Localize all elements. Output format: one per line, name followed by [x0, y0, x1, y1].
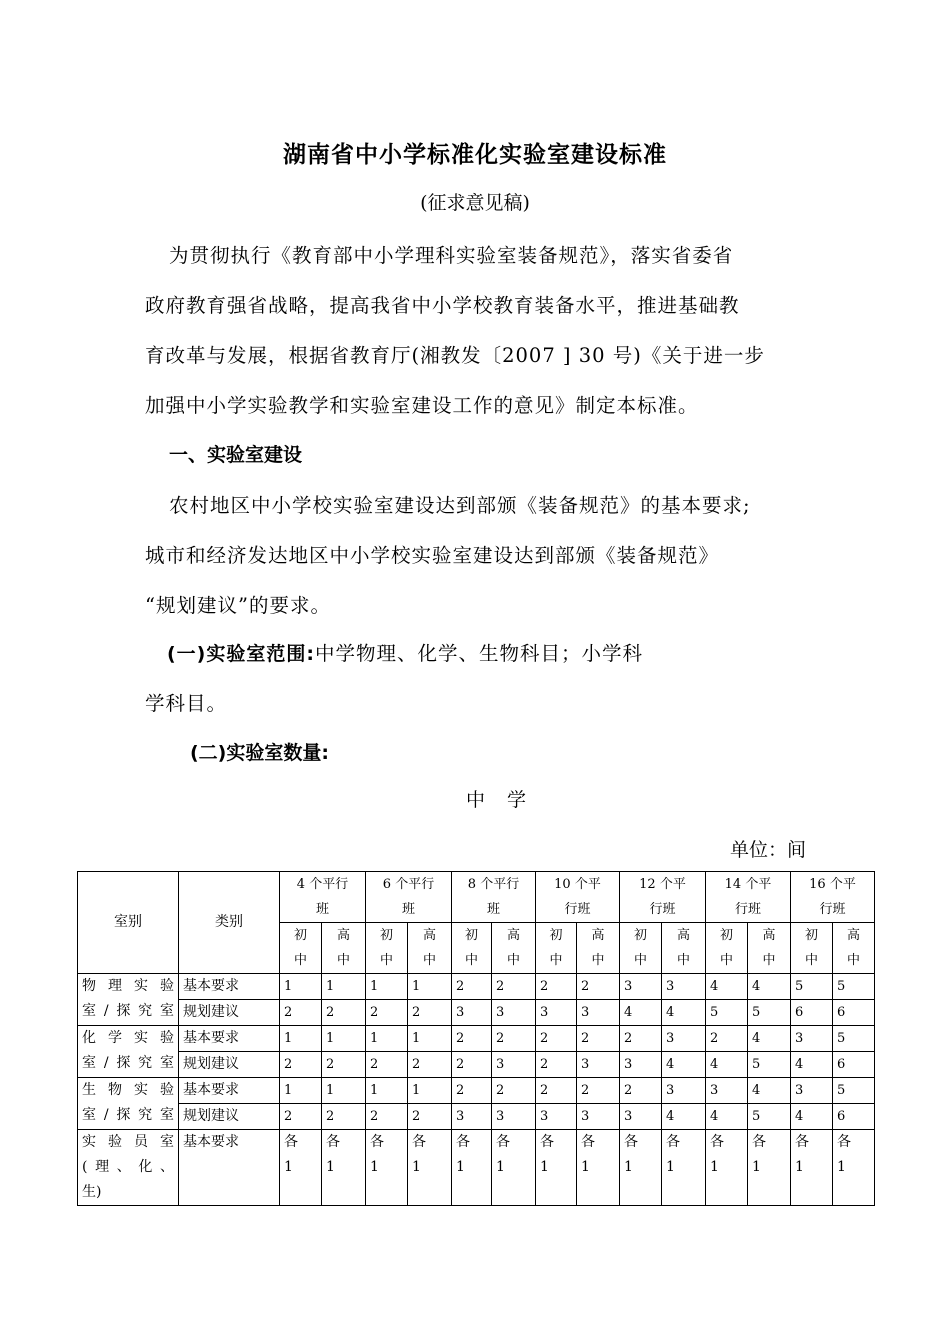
value-cell: 2: [366, 1104, 408, 1130]
value-cell: 2: [408, 1052, 452, 1078]
scope-paragraph: [167, 638, 643, 666]
value-cell: 2: [577, 974, 620, 1000]
value-cell: 5: [833, 1078, 875, 1104]
table-row: [78, 1026, 875, 1052]
page-subtitle: (征求意见稿): [420, 192, 530, 214]
value-cell: 3: [662, 974, 706, 1000]
value-cell: 4: [791, 1052, 833, 1078]
value-cell: 3: [662, 1078, 706, 1104]
header-group: 6 个平行 班: [366, 872, 452, 923]
quantity-label: (二)实验室数量:: [190, 742, 329, 764]
value-cell: 1: [408, 974, 452, 1000]
value-cell: 4: [748, 1026, 791, 1052]
value-cell: 各 1: [833, 1130, 875, 1206]
value-cell: 2: [492, 1078, 536, 1104]
value-cell: 1: [280, 1078, 322, 1104]
value-cell: 2: [408, 1104, 452, 1130]
value-cell: 各 1: [322, 1130, 366, 1206]
value-cell: 2: [577, 1078, 620, 1104]
header-group: 14 个平 行班: [706, 872, 791, 923]
room-name: 化学实验 室/探究室: [78, 1026, 179, 1078]
value-cell: 2: [280, 1052, 322, 1078]
subheader-junior: 初 中: [280, 923, 322, 974]
subheader-junior: 初 中: [452, 923, 492, 974]
header-category: 类别: [179, 872, 280, 974]
value-cell: 2: [536, 1052, 577, 1078]
value-cell: 2: [706, 1026, 748, 1052]
header-group: 10 个平 行班: [536, 872, 620, 923]
subheader-senior: 高 中: [322, 923, 366, 974]
value-cell: 1: [280, 974, 322, 1000]
value-cell: 1: [322, 1026, 366, 1052]
value-cell: 6: [833, 1000, 875, 1026]
value-cell: 1: [408, 1078, 452, 1104]
value-cell: 4: [791, 1104, 833, 1130]
value-cell: 1: [408, 1026, 452, 1052]
section-line-3: “规划建议”的要求。: [145, 594, 331, 617]
scope-continuation: 学科目。: [145, 692, 228, 715]
header-group: 4 个平行 班: [280, 872, 366, 923]
value-cell: 3: [452, 1000, 492, 1026]
value-cell: 1: [366, 1078, 408, 1104]
value-cell: 2: [577, 1026, 620, 1052]
value-cell: 3: [791, 1078, 833, 1104]
value-cell: 3: [620, 1052, 662, 1078]
subheader-senior: 高 中: [662, 923, 706, 974]
category-cell: 基本要求: [179, 1078, 280, 1104]
value-cell: 各 1: [706, 1130, 748, 1206]
value-cell: 2: [620, 1078, 662, 1104]
value-cell: 2: [408, 1000, 452, 1026]
room-name: 物理实验 室/探究室: [78, 974, 179, 1026]
subheader-senior: 高 中: [408, 923, 452, 974]
subheader-senior: 高 中: [492, 923, 536, 974]
value-cell: 2: [366, 1000, 408, 1026]
value-cell: 2: [536, 1078, 577, 1104]
subheader-senior: 高 中: [748, 923, 791, 974]
value-cell: 4: [748, 974, 791, 1000]
value-cell: 2: [536, 974, 577, 1000]
value-cell: 1: [366, 974, 408, 1000]
category-cell: 规划建议: [179, 1052, 280, 1078]
value-cell: 5: [748, 1000, 791, 1026]
value-cell: 各 1: [748, 1130, 791, 1206]
value-cell: 5: [833, 1026, 875, 1052]
value-cell: 各 1: [662, 1130, 706, 1206]
value-cell: 2: [620, 1026, 662, 1052]
value-cell: 各 1: [280, 1130, 322, 1206]
value-cell: 5: [748, 1104, 791, 1130]
value-cell: 3: [536, 1000, 577, 1026]
subheader-senior: 高 中: [833, 923, 875, 974]
value-cell: 各 1: [791, 1130, 833, 1206]
header-group: 12 个平 行班: [620, 872, 706, 923]
room-name: 实验员室 (理、化、 生): [78, 1130, 179, 1206]
table-title: 中 学: [465, 789, 535, 811]
value-cell: 6: [791, 1000, 833, 1026]
section-line-2: 城市和经济发达地区中小学校实验室建设达到部颁《装备规范》: [145, 544, 720, 567]
value-cell: 2: [492, 974, 536, 1000]
value-cell: 3: [492, 1000, 536, 1026]
category-cell: 基本要求: [179, 974, 280, 1000]
table-row: [78, 1104, 875, 1130]
lab-quantity-table: [77, 871, 875, 1206]
value-cell: 3: [662, 1026, 706, 1052]
subheader-senior: 高 中: [577, 923, 620, 974]
category-cell: 规划建议: [179, 1104, 280, 1130]
value-cell: 2: [536, 1026, 577, 1052]
value-cell: 4: [706, 1104, 748, 1130]
header-group: 8 个平行 班: [452, 872, 536, 923]
value-cell: 2: [280, 1104, 322, 1130]
intro-line-3: 育改革与发展，根据省教育厅(湘教发〔2007 ] 30 号)《关于进一步: [145, 344, 765, 367]
value-cell: 3: [452, 1104, 492, 1130]
value-cell: 4: [662, 1000, 706, 1026]
value-cell: 1: [280, 1026, 322, 1052]
value-cell: 1: [322, 974, 366, 1000]
subheader-junior: 初 中: [706, 923, 748, 974]
value-cell: 3: [791, 1026, 833, 1052]
value-cell: 5: [791, 974, 833, 1000]
value-cell: 3: [492, 1052, 536, 1078]
value-cell: 2: [322, 1104, 366, 1130]
subheader-junior: 初 中: [620, 923, 662, 974]
value-cell: 2: [452, 1052, 492, 1078]
value-cell: 3: [620, 1104, 662, 1130]
header-group: 16 个平 行班: [791, 872, 875, 923]
value-cell: 5: [748, 1052, 791, 1078]
value-cell: 1: [322, 1078, 366, 1104]
scope-text: 中学物理、化学、生物科目；小学科: [314, 642, 643, 665]
value-cell: 4: [662, 1104, 706, 1130]
value-cell: 5: [833, 974, 875, 1000]
value-cell: 2: [322, 1052, 366, 1078]
value-cell: 3: [706, 1078, 748, 1104]
value-cell: 各 1: [492, 1130, 536, 1206]
value-cell: 4: [662, 1052, 706, 1078]
value-cell: 3: [577, 1104, 620, 1130]
value-cell: 4: [706, 1052, 748, 1078]
value-cell: 4: [748, 1078, 791, 1104]
value-cell: 6: [833, 1052, 875, 1078]
value-cell: 2: [452, 1078, 492, 1104]
value-cell: 各 1: [536, 1130, 577, 1206]
value-cell: 4: [706, 974, 748, 1000]
table-row: [78, 1078, 875, 1104]
category-cell: 规划建议: [179, 1000, 280, 1026]
scope-label: (一)实验室范围:: [167, 643, 315, 665]
value-cell: 5: [706, 1000, 748, 1026]
section-heading: 一、实验室建设: [169, 444, 303, 466]
value-cell: 3: [492, 1104, 536, 1130]
value-cell: 3: [536, 1104, 577, 1130]
room-name: 生物实验 室/探究室: [78, 1078, 179, 1130]
table-row: [78, 1052, 875, 1078]
value-cell: 3: [577, 1000, 620, 1026]
value-cell: 4: [620, 1000, 662, 1026]
value-cell: 各 1: [366, 1130, 408, 1206]
intro-line-1: 为贯彻执行《教育部中小学理科实验室装备规范》，落实省委省: [169, 244, 734, 267]
value-cell: 2: [452, 974, 492, 1000]
header-room: 室别: [78, 872, 179, 974]
intro-line-4: 加强中小学实验教学和实验室建设工作的意见》制定本标准。: [145, 394, 699, 417]
table-row: [78, 974, 875, 1000]
table-row: [78, 1000, 875, 1026]
value-cell: 2: [452, 1026, 492, 1052]
subheader-junior: 初 中: [791, 923, 833, 974]
table-header-row: [78, 872, 875, 923]
value-cell: 2: [322, 1000, 366, 1026]
value-cell: 1: [366, 1026, 408, 1052]
section-line-1: 农村地区中小学校实验室建设达到部颁《装备规范》的基本要求;: [169, 494, 751, 517]
subheader-junior: 初 中: [536, 923, 577, 974]
value-cell: 各 1: [620, 1130, 662, 1206]
value-cell: 3: [620, 974, 662, 1000]
value-cell: 各 1: [452, 1130, 492, 1206]
table-row: [78, 1130, 875, 1206]
category-cell: 基本要求: [179, 1130, 280, 1206]
value-cell: 2: [280, 1000, 322, 1026]
unit-label: 单位：间: [729, 839, 806, 861]
page-title: 湖南省中小学标准化实验室建设标准: [283, 142, 667, 168]
value-cell: 各 1: [577, 1130, 620, 1206]
value-cell: 6: [833, 1104, 875, 1130]
intro-line-2: 政府教育强省战略，提高我省中小学校教育装备水平，推进基础教: [145, 294, 740, 317]
value-cell: 3: [577, 1052, 620, 1078]
value-cell: 2: [366, 1052, 408, 1078]
category-cell: 基本要求: [179, 1026, 280, 1052]
value-cell: 各 1: [408, 1130, 452, 1206]
value-cell: 2: [492, 1026, 536, 1052]
subheader-junior: 初 中: [366, 923, 408, 974]
